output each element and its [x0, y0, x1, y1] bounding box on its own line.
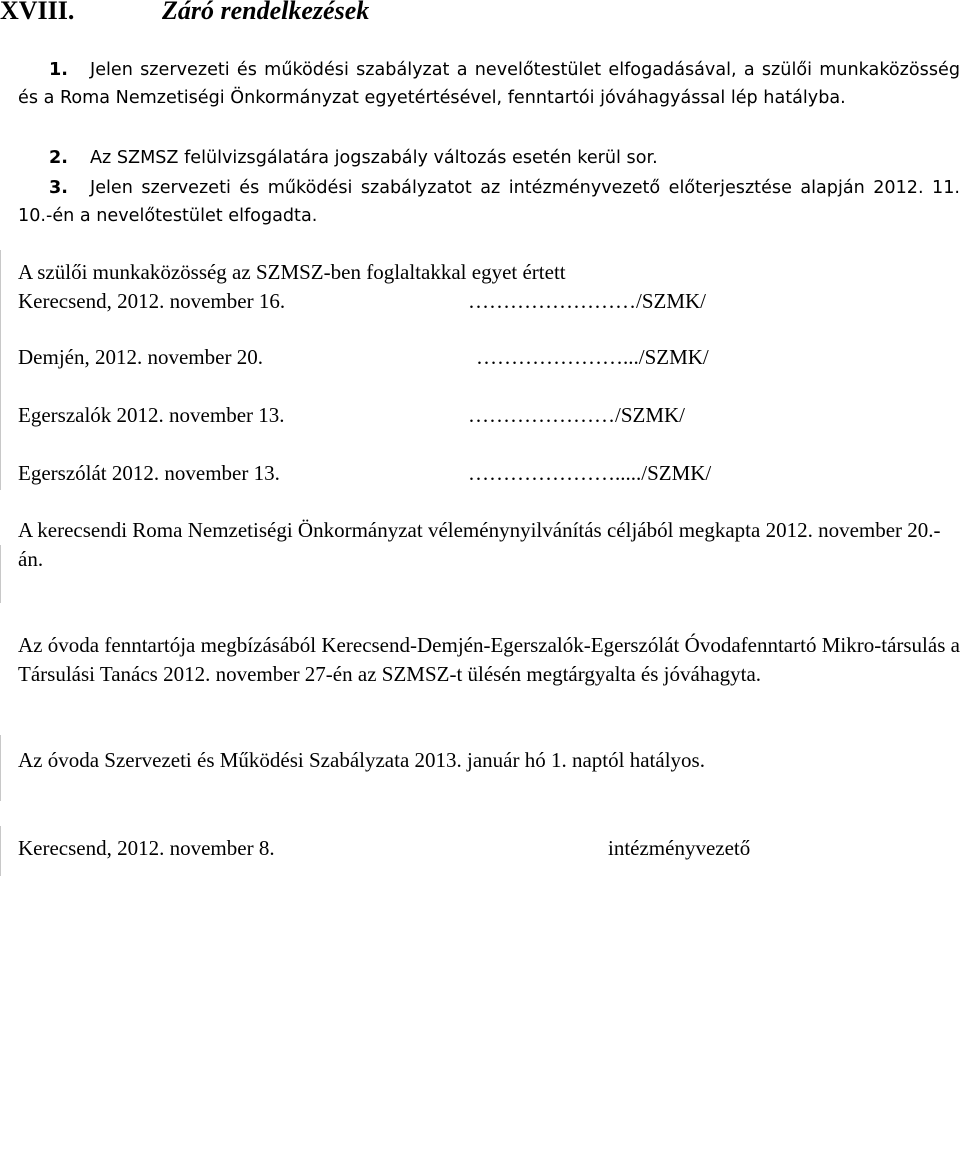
provision-item-2	[18, 144, 960, 172]
provision-text: Az SZMSZ felülvizsgálatára jogszabály változás esetén kerül sor.	[90, 148, 658, 168]
provision-number: 3.	[49, 178, 68, 198]
provision-number: 2.	[49, 148, 68, 168]
provision-text: Jelen szervezeti és működési szabályzat a nevelőtestület elfogadásával, a szülői munkaközösség és a Roma Nemzetiségi Önkormányzat egyetértésével, fenntartói jóváhagyással lép hatályba.	[18, 60, 960, 108]
signature-line: …………………...../SZMK/	[468, 461, 712, 485]
footer-place-date: Kerecsend, 2012. november 8.	[18, 836, 275, 860]
provision-item-1	[18, 56, 960, 112]
signature-place-date: Kerecsend, 2012. november 16.	[18, 289, 286, 313]
signature-place-date: Egerszólát 2012. november 13.	[18, 461, 280, 485]
effective-statement: Az óvoda Szervezeti és Működési Szabályzata 2013. január hó 1. naptól hatályos.	[18, 748, 705, 772]
margin-rule	[0, 545, 1, 603]
signature-place-date: Egerszalók 2012. november 13.	[18, 403, 285, 427]
margin-rule	[0, 826, 1, 876]
section-number: XVIII.	[0, 0, 75, 25]
roma-statement: A kerecsendi Roma Nemzetiségi Önkormányzat véleménynyilvánítás céljából megkapta 2012. november 20.-án.	[18, 518, 941, 571]
signature-line: ……………………/SZMK/	[468, 289, 707, 313]
footer-role: intézményvezető	[608, 836, 751, 860]
provision-number: 1.	[49, 60, 68, 80]
section-heading	[0, 0, 369, 28]
signature-line: ………………….../SZMK/	[476, 345, 709, 369]
section-title: Záró rendelkezések	[162, 0, 370, 25]
parents-statement: A szülői munkaközösség az SZMSZ-ben foglaltakkal egyet értett	[18, 260, 566, 284]
maintainer-statement: Az óvoda fenntartója megbízásából Kerecsend-Demjén-Egerszalók-Egerszólát Óvodafenntartó Mikro-társulás a Társulási Tanács 2012. november 27-én az SZMSZ-t ülésén megtárgyalta és jóváhagyta.	[18, 633, 960, 686]
signature-line: …………………/SZMK/	[468, 403, 686, 427]
margin-rule	[0, 735, 1, 801]
provision-item-3	[18, 174, 960, 230]
provision-text: Jelen szervezeti és működési szabályzatot az intézményvezető előterjesztése alapján 2012. 11. 10.-én a nevelőtestület elfogadta.	[18, 178, 960, 226]
signature-place-date: Demjén, 2012. november 20.	[18, 345, 263, 369]
margin-rule	[0, 250, 1, 490]
